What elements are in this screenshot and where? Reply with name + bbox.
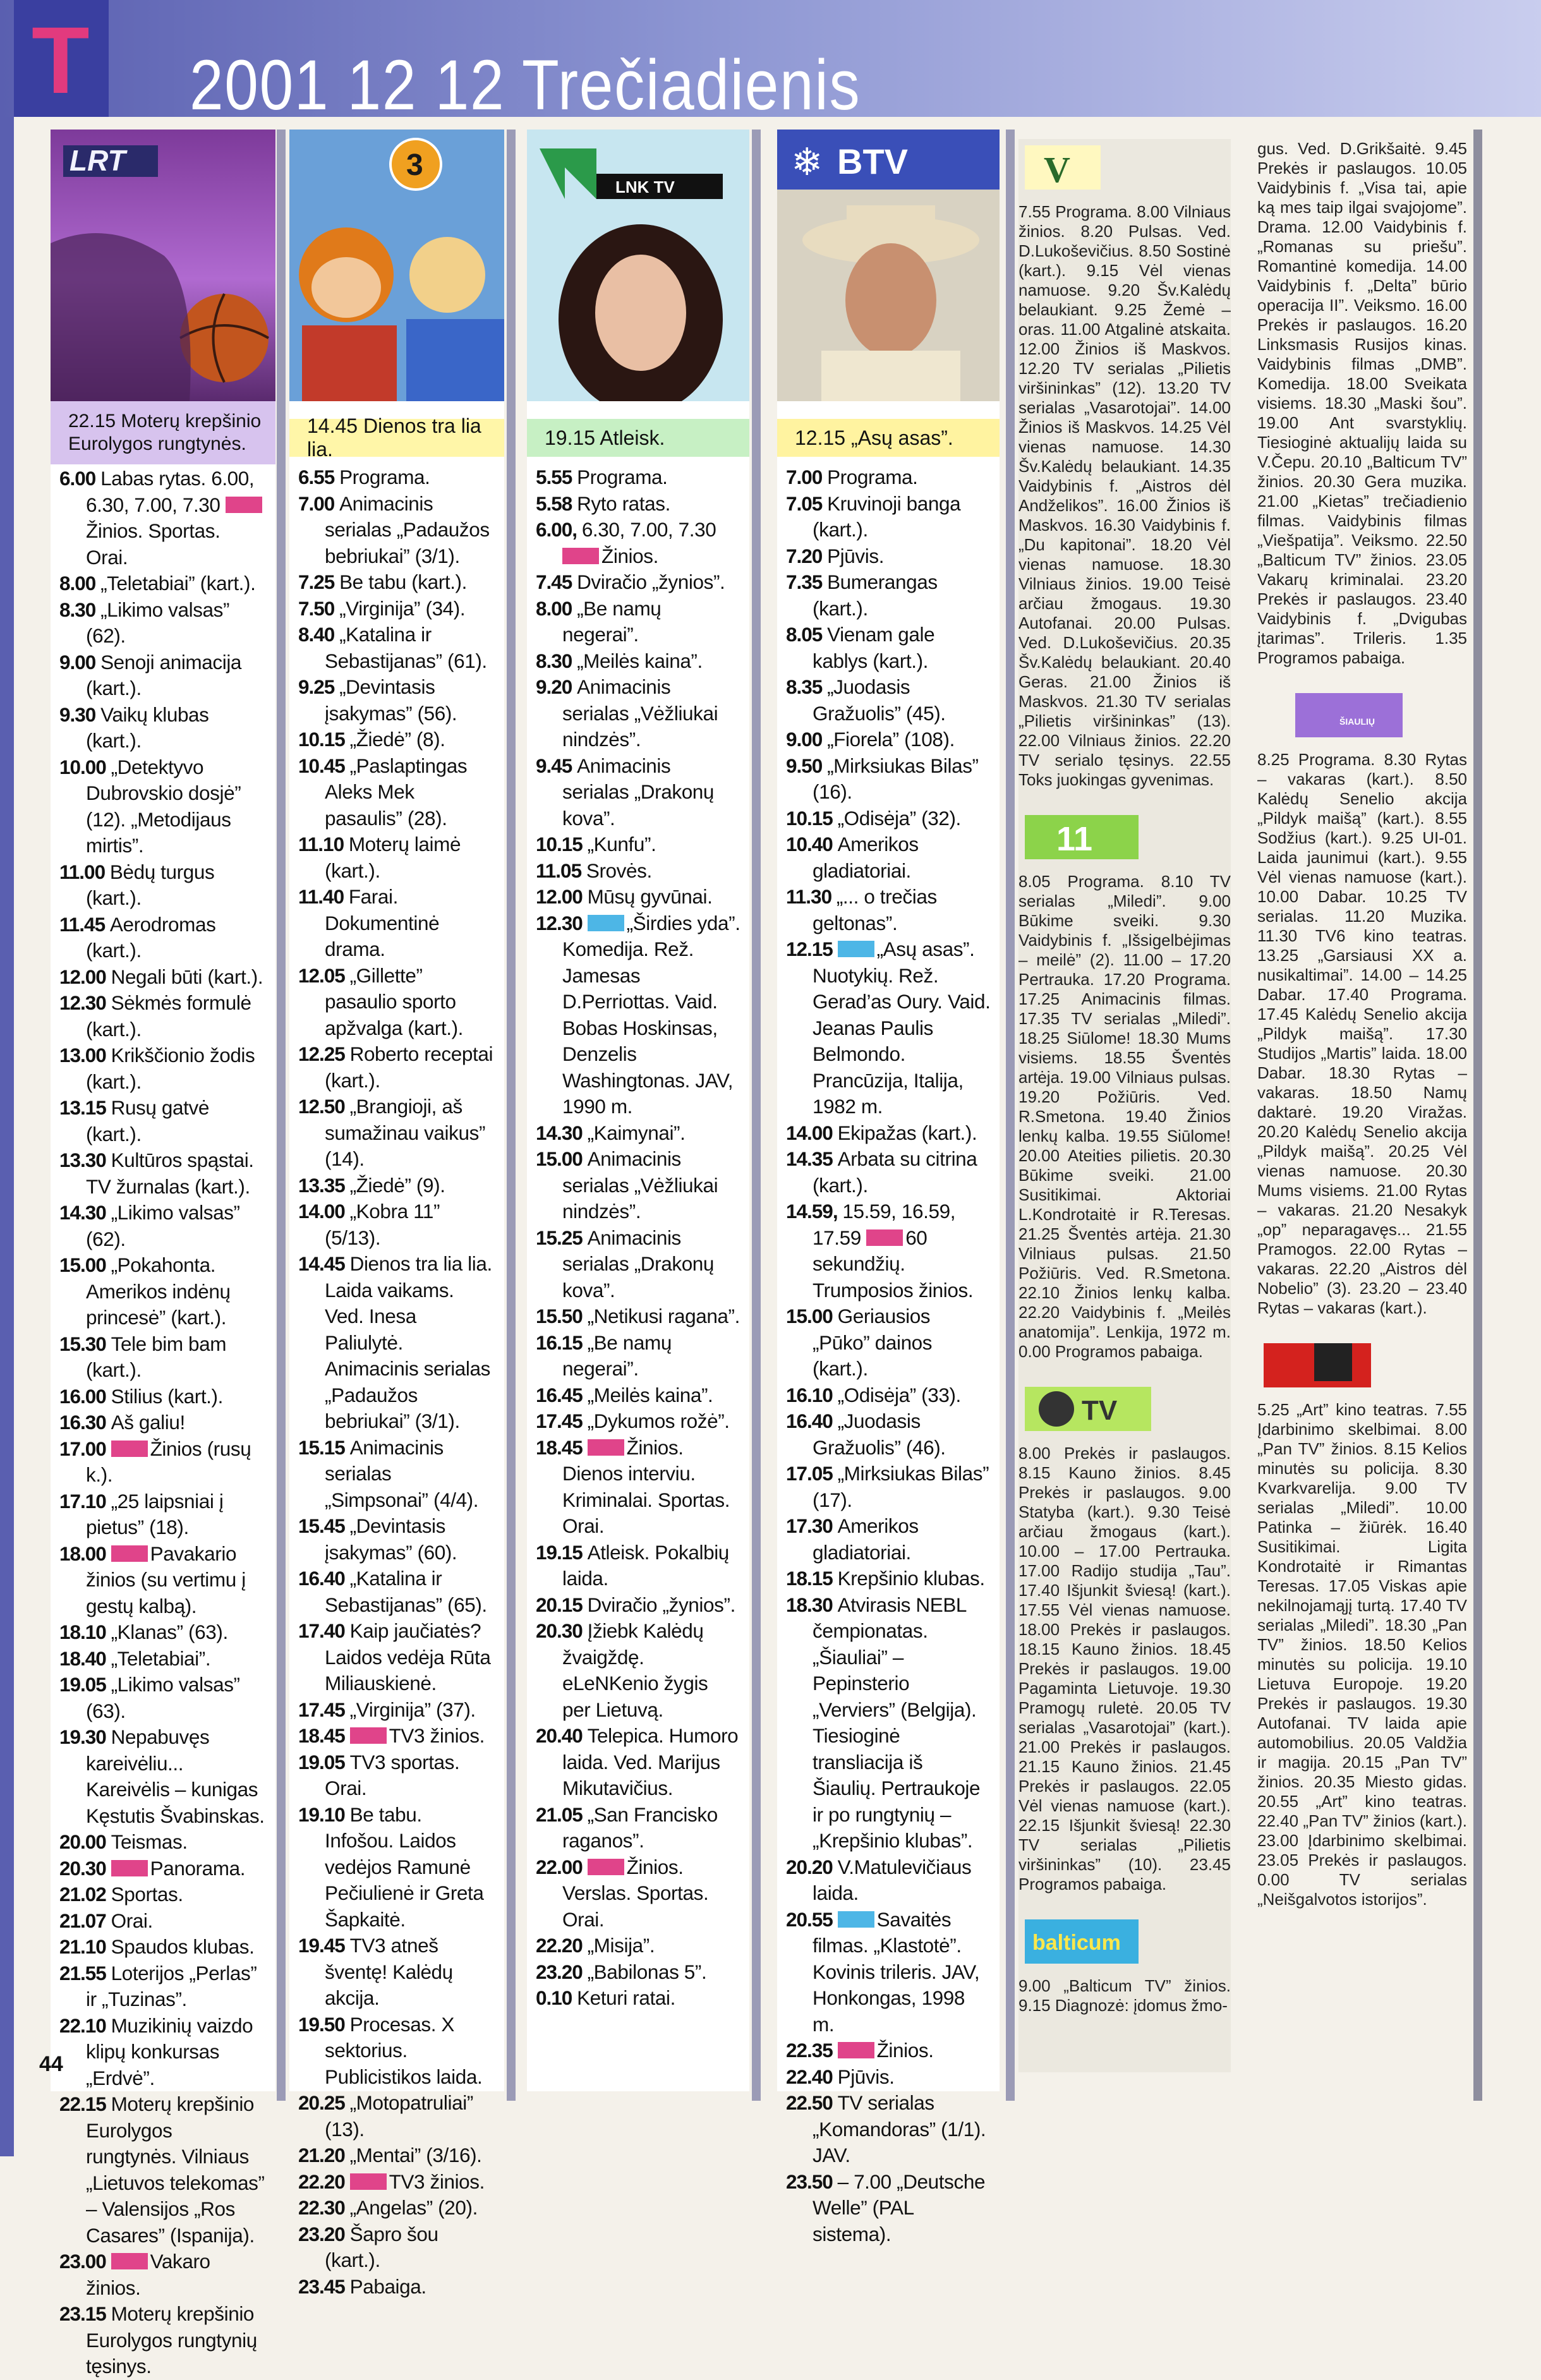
schedule-item: 10.45 „Paslaptingas Aleks Mek pasaulis” (28). [298, 754, 468, 830]
page-header [0, 0, 1541, 124]
schedule-item: 18.40 „Teletabiai”. [59, 1646, 211, 1670]
news-icon [111, 1545, 148, 1562]
schedule-item: 23.45 Pabaiga. [298, 2274, 426, 2298]
lnk-logo-image [527, 130, 749, 401]
schedule-item: 23.20 Šapro šou (kart.). [298, 2222, 438, 2271]
schedule-item: 14.45 Dienos tra lia lia. Laida vaikams. Ved. Inesa Paliulytė. Animacinis serialas „Padaužos bebriukai” (3/1). [298, 1252, 492, 1432]
schedule-item: 22.30 „Angelas” (20). [298, 2196, 478, 2219]
schedule-item: 19.45 TV3 atneš šventę! Kalėdų akcija. [298, 1934, 453, 2009]
news-icon [588, 1439, 624, 1456]
schedule-item: 12.30 „Širdies yda”. Komedija. Rež. Jamesas D.Perriottas. Vaid. Bobas Hoskinsas, Denzelis Washingtonas. JAV, 1990 m. [536, 911, 740, 1118]
puppet-icon [289, 130, 504, 401]
schedule-item: 22.10 Muzikinių vaizdo klipų konkursas „Erdvė”. [59, 2014, 253, 2089]
btv-schedule [777, 464, 1000, 2247]
schedule-item: 18.15 Krepšinio klubas. [786, 1567, 985, 1590]
schedule-item: 16.45 „Meilės kaina”. [536, 1383, 713, 1406]
schedule-item: 22.40 Pjūvis. [786, 2065, 895, 2088]
regional-column-2 [1257, 139, 1467, 2072]
schedule-item: 19.50 Procesas. X sektorius. Publicistikos laida. [298, 2012, 483, 2088]
schedule-item: 21.07 Orai. [59, 1909, 153, 1932]
schedule-item: 12.25 Roberto receptai (kart.). [298, 1042, 493, 1092]
schedule-item: 14.59, 15.59, 16.59, 17.59 60 sekundžių. Trumposios žinios. [786, 1200, 974, 1302]
page-title: 2001 12 12 Trečiadienis [190, 45, 861, 124]
schedule-item: 20.25 „Motopatruliai” (13). [298, 2091, 473, 2141]
schedule-item: 8.05 Vienam gale kablys (kart.). [786, 623, 935, 672]
schedule-item: 7.05 Kruvinoji banga (kart.). [786, 492, 961, 541]
schedule-item: 12.00 Mūsų gyvūnai. [536, 885, 713, 908]
schedule-item: 14.00 Ekipažas (kart.). [786, 1121, 977, 1144]
schedule-item: 20.40 Telepica. Humoro laida. Ved. Marijus Mikutavičius. [536, 1724, 739, 1799]
schedule-item: 7.20 Pjūvis. [786, 544, 885, 567]
schedule-item: 20.20 V.Matulevičiaus laida. [786, 1855, 972, 1904]
schedule-item: 22.50 TV serialas „Komandoras” (1/1). JAV. [786, 2091, 986, 2166]
svg-text:11: 11 [1056, 820, 1093, 858]
divider [277, 130, 286, 2101]
schedule-item: 11.10 Moterų laimė (kart.). [298, 833, 461, 882]
pantv-schedule: 5.25 „Art” kino teatras. 7.55 Įdarbinimo skelbimai. 8.00 „Pan TV” žinios. 8.15 Kelios minutės su policija. 8.30 Kvarkvarelija. 9.00 TV serialas „Miledi”. 10.00 Patinka – žiūrėk. 16.40 Susitikimai. Ligita Kondrotaitė ir Rimantas Teresas. 17.05 Viskas apie nekilnojamąjį turtą. 17.40 TV serialas „Miledi”. 18.30 „Pan TV” žinios. 18.50 Kelios minutės su policija. 19.10 Lietuva Europoje. 19.20 Prekės ir paslaugos. 19.30 Autofanai. TV laida apie automobilius. 20.05 Valdžia ir magija. 20.15 „Pan TV” žinios. 20.35 Miesto gidas. 20.55 „Art” kino teatras. 22.40 „Pan TV” žinios (kart.). 23.00 Įdarbinimo skelbimai. 23.05 Prekės ir paslaugos. 0.00 TV serialas „Neišgalvotos istorijos”. [1257, 1400, 1467, 1909]
siauliu-tv-schedule: 8.25 Programa. 8.30 Rytas – vakaras (kart.). 8.50 Kalėdų Senelio akcija „Pildyk maišą” (kart.). 8.55 Sodžius (kart.). 9.25 UI-01. Laida jaunimui (kart.). 9.55 Vėl vienas namuose (kart.). 10.00 Dabar. 10.25 TV serialas. 11.20 Muzika. 11.30 TV6 kino teatras. 13.25 „Garsiausi XX a. nusikaltimai”. 14.00 – 14.25 Dabar. 17.40 Programa. 17.45 Kalėdų Senelio akcija „Pildyk maišą”. 17.30 Studijos „Martis” laida. 18.00 Dabar. 18.30 Rytas – vakaras. 18.50 Namų daktarė. 19.20 Viražas. 20.20 Kalėdų Senelio akcija „Pildyk maišą”. 20.25 Vėl vienas namuose. 20.30 Mums visiems. 21.00 Rytas – vakaras. 21.20 Nesakyk „op” neparagavęs... 21.55 Pramogos. 22.00 Rytas – vakaras. 22.20 „Aistros dėl Nobelio” (3). 23.20 – 23.40 Rytas – vakaras (kart.). [1257, 750, 1467, 1317]
schedule-item: 15.50 „Netikusi ragana”. [536, 1305, 740, 1327]
schedule-item: 9.45 Animacinis serialas „Drakonų kova”. [536, 754, 715, 830]
schedule-item: 21.10 Spaudos klubas. [59, 1935, 255, 1958]
lrt-highlight: 22.15 Moterų krepšinio Eurolygos rungtynės. [51, 401, 275, 464]
schedule-item: 15.15 Animacinis serialas „Simpsonai” (4/4). [298, 1435, 479, 1511]
lrt-logo-image [51, 130, 275, 401]
film-icon [588, 915, 624, 931]
schedule-item: 13.00 Krikščionio žodis (kart.). [59, 1044, 255, 1093]
schedule-item: 17.45 „Dykumos rožė”. [536, 1410, 730, 1432]
schedule-item: 23.15 Moterų krepšinio Eurolygos rungtynių tęsinys. [59, 2302, 257, 2377]
btv-logo-image [777, 130, 1000, 401]
svg-text:balticum: balticum [1032, 1931, 1121, 1955]
news-icon [111, 2253, 148, 2269]
schedule-item: 11.45 Aerodromas (kart.). [59, 912, 216, 962]
schedule-item: 7.45 Dviračio „žynios”. [536, 571, 725, 593]
schedule-item: 13.15 Rusų gatvė (kart.). [59, 1096, 209, 1145]
schedule-item: 14.00 „Kobra 11” (5/13). [298, 1200, 440, 1249]
schedule-item: 19.30 Nepabuvęs kareivėliu... Kareivėlis – kunigas Kęstutis Švabinskas. [59, 1725, 265, 1827]
news-icon [838, 2042, 874, 2058]
schedule-item: 16.00 Stilius (kart.). [59, 1384, 223, 1408]
schedule-item: 23.00 Vakaro žinios. [59, 2250, 210, 2299]
schedule-item: 20.15 Dviračio „žynios”. [536, 1593, 735, 1616]
schedule-item: 16.40 „Katalina ir Sebastijanas” (65). [298, 1567, 487, 1616]
schedule-item: 19.10 Be tabu. Infošou. Laidos vedėjos Ramunė Pečiulienė ir Greta Šapkaitė. [298, 1803, 484, 1931]
schedule-item: 16.15 „Be namų negerai”. [536, 1331, 672, 1380]
divider [507, 130, 516, 2101]
schedule-item: 12.00 Negali būti (kart.). [59, 965, 263, 988]
schedule-item: 20.00 Teismas. [59, 1830, 188, 1853]
svg-text:V: V [1044, 149, 1070, 190]
balticum-logo [1018, 1913, 1231, 1970]
news-icon [562, 548, 599, 564]
schedule-item: 6.55 Programa. [298, 466, 430, 488]
tv11-logo [1018, 809, 1231, 866]
vilniaus-tv-logo [1018, 139, 1231, 196]
lrt-schedule [51, 466, 275, 2380]
vilniaus-tv-schedule: 7.55 Programa. 8.00 Vilniaus žinios. 8.20 Pulsas. Ved. D.Lukoševičius. 8.50 Sostinė (kart.). 9.15 Vėl vienas namuose. 9.20 Šv.Kalėdų belaukiant. 9.25 Žemė – oras. 11.00 Atgalinė atskaita. 12.00 Žinios iš Maskvos. 12.20 TV serialas „Pilietis viršininkas” (12). 13.20 TV serialas „Vasarotojai”. 14.00 Žinios iš Maskvos. 14.25 Vėl vienas namuose. 14.30 Šv.Kalėdų belaukiant. 14.35 Vaidybinis f. „Aistros dėl Andželikos”. 16.00 Žinios iš Maskvos. 16.30 Vaidybinis f. „Du kapitonai”. 18.20 Vėl vienas namuose. 18.30 Vilniaus žinios. 19.00 Teisė arčiau žmogaus. 19.30 Autofanai. 20.00 Pulsas. Ved. D.Lukoševičius. 20.35 Šv.Kalėdų belaukiant. 20.40 Geras. 21.00 Žinios iš Maskvos. 21.30 TV serialas „Pilietis viršininkas” (13). 22.00 Vilniaus žinios. 22.20 TV serialo tęsinys. 22.55 Toks juokingas gyvenimas. [1018, 202, 1231, 789]
news-icon [588, 1859, 624, 1875]
schedule-item: 11.00 Bėdų turgus (kart.). [59, 860, 215, 909]
schedule-item: 23.50 – 7.00 „Deutsche Welle” (PAL sistema). [786, 2170, 986, 2245]
tv3-logo-image [289, 130, 504, 401]
news-icon [866, 1229, 903, 1246]
schedule-item: 17.10 „25 laipsniai į pietus” (18). [59, 1489, 224, 1538]
lnk-portrait-icon [527, 130, 749, 401]
svg-text:ŠIAULIŲ: ŠIAULIŲ [1339, 716, 1375, 727]
tv3-schedule [289, 464, 504, 2300]
pantv-icon [1257, 1337, 1467, 1394]
siauliu-tv-logo [1257, 687, 1467, 744]
film-icon [838, 941, 874, 957]
snowflake-icon: ❄ [791, 140, 823, 184]
schedule-item: 7.00 Programa. [786, 466, 918, 488]
channel-column-lrt [51, 130, 275, 2377]
channel-column-lnk [527, 130, 749, 2091]
divider [1006, 130, 1015, 2101]
schedule-item: 8.00 „Be namų negerai”. [536, 596, 662, 646]
schedule-item: 6.00 Labas rytas. 6.00, 6.30, 7.00, 7.30 Žinios. Sportas. Orai. [59, 466, 267, 571]
schedule-item: 15.00 „Pokahonta. Amerikos indėnų princesė” (kart.). [59, 1253, 231, 1329]
tv3-logo-text: 3 [406, 148, 423, 182]
channel-column-btv [777, 130, 1000, 2245]
schedule-item: 13.35 „Žiedė” (9). [298, 1173, 445, 1197]
schedule-item: 0.10 Keturi ratai. [536, 1986, 675, 2009]
schedule-item: 18.45 TV3 žinios. [298, 1724, 485, 1747]
schedule-item: 13.30 Kultūros spąstai. TV žurnalas (kart.). [59, 1149, 254, 1198]
btv-highlight: 12.15 „Asų asas”. [777, 419, 1000, 457]
schedule-item: 9.30 Vaikų klubas (kart.). [59, 703, 209, 752]
tv11-schedule: 8.05 Programa. 8.10 TV serialas „Miledi”. 9.00 Būkime sveiki. 9.30 Vaidybinis f. „Išsigelbėjimas – meilė” (2). 11.00 – 17.20 Pertrauka. 17.20 Programa. 17.25 Animacinis filmas. 17.35 TV serialas „Miledi”. 18.25 Siūlome! 18.30 Mums visiems. 18.55 Šventės artėja. 19.00 Vilniaus pulsas. 19.20 Požiūris. Ved. R.Smetona. 19.40 Žinios lenkų kalba. 19.55 Siūlome! 20.00 Ateities pilietis. 20.30 Būkime sveiki. 21.00 Susitikimai. Aktoriai L.Kondrotaitė ir R.Teresas. 21.25 Šventės artėja. 21.30 Vilniaus pulsas. 21.50 Požiūris. Ved. R.Smetona. 22.10 Žinios lenkų kalba. 22.20 Vaidybinis f. „Meilės anatomija”. Lenkija, 1972 m. 0.00 Programos pabaiga. [1018, 872, 1231, 1361]
btv-logo-text: BTV [837, 142, 908, 181]
lnk-logo-text: LNK TV [615, 178, 675, 196]
channel-column-tv3 [289, 130, 504, 2298]
schedule-item: 21.05 „San Francisko raganos”. [536, 1803, 718, 1852]
schedule-item: 7.35 Bumerangas (kart.). [786, 571, 938, 620]
divider [752, 130, 761, 2101]
schedule-item: 9.20 Animacinis serialas „Vėžliukai nindzės”. [536, 675, 718, 751]
lnk-schedule [527, 464, 749, 2012]
schedule-item: 17.05 „Mirksiukas Bilas” (17). [786, 1462, 989, 1511]
artv-icon [1018, 1380, 1231, 1437]
schedule-item: 12.50 „Brangioji, aš sumažinau vaikus” (14). [298, 1095, 486, 1170]
schedule-item: 20.30 Panorama. [59, 1856, 246, 1880]
schedule-item: 11.05 Srovės. [536, 859, 652, 882]
schedule-item: 7.00 Animacinis serialas „Padaužos bebriukai” (3/1). [298, 492, 490, 567]
schedule-item: 21.55 Loterijos „Perlas” ir „Tuzinas”. [59, 1961, 257, 2010]
schedule-item: 8.35 „Juodasis Gražuolis” (45). [786, 675, 946, 725]
schedule-item: 5.58 Ryto ratas. [536, 492, 670, 515]
schedule-item: 14.30 „Likimo valsas” (62). [59, 1201, 240, 1250]
schedule-item: 10.15 „Odisėja” (32). [786, 806, 961, 830]
schedule-item: 21.02 Sportas. [59, 1883, 183, 1906]
schedule-item: 17.45 „Virginija” (37). [298, 1698, 476, 1721]
schedule-item: 16.40 „Juodasis Gražuolis” (46). [786, 1410, 946, 1459]
schedule-item: 20.30 Įžiebk Kalėdų žvaigždę. eLeNKenio žygis per Lietuvą. [536, 1619, 708, 1721]
schedule-item: 19.15 Atleisk. Pokalbių laida. [536, 1540, 729, 1590]
schedule-item: 9.25 „Devintasis įsakymas” (56). [298, 675, 457, 725]
schedule-item: 22.00 Žinios. Verslas. Sportas. Orai. [536, 1855, 709, 1931]
schedule-item: 14.35 Arbata su citrina (kart.). [786, 1147, 977, 1197]
schedule-item: 8.40 „Katalina ir Sebastijanas” (61). [298, 623, 487, 672]
schedule-item: 6.00, 6.30, 7.00, 7.30 Žinios. [536, 518, 716, 567]
artv-schedule: 8.00 Prekės ir paslaugos. 8.15 Kauno žinios. 8.45 Prekės ir paslaugos. 9.00 Statyba (kart.). 9.30 Teisė arčiau žmogaus (kart.). 10.00 – 17.00 Pertrauka. 17.00 Radijo studija „Tau”. 17.40 Išjunkit šviesą! (kart.). 17.55 Vėl vienas namuose. 18.00 Prekės ir paslaugos. 18.15 Kauno žinios. 18.45 Prekės ir paslaugos. 19.00 Pagamintа Lietuvoje. 19.30 Pramogų ruletė. 20.05 TV serialas „Vasarotojai” (kart.). 21.00 Prekės ir paslaugos. 21.15 Kauno žinios. 21.45 Prekės ir paslaugos. 22.05 Vėl vienas namuose (kart.). 22.15 Išjunkit šviesą! 22.30 TV serialas „Pilietis viršininkas” (10). 23.45 Programos pabaiga. [1018, 1444, 1231, 1894]
schedule-item: 18.00 Pavakario žinios (su vertimu į gestų kalbą). [59, 1542, 246, 1617]
schedule-item: 8.30 „Meilės kaina”. [536, 649, 703, 672]
balticum-icon [1018, 1913, 1231, 1970]
schedule-item: 9.50 „Mirksiukas Bilas” (16). [786, 754, 979, 803]
schedule-item: 12.15 „Asų asas”. Nuotykių. Rež. Gerad’as Oury. Vaid. Jeanas Paulis Belmondo. Prancūzija, Italija, 1982 m. [786, 938, 991, 1118]
schedule-item: 10.40 Amerikos gladiatoriai. [786, 833, 919, 882]
news-icon [350, 2173, 387, 2190]
schedule-item: 15.45 „Devintasis įsakymas” (60). [298, 1514, 457, 1564]
schedule-item: 15.00 Animacinis serialas „Vėžliukai nindzės”. [536, 1147, 718, 1223]
schedule-item: 22.20 „Misija”. [536, 1934, 655, 1957]
schedule-item: 17.30 Amerikos gladiatoriai. [786, 1514, 919, 1564]
divider [1473, 130, 1482, 2101]
lnk-highlight: 19.15 Atleisk. [527, 419, 749, 457]
left-color-bar [0, 117, 14, 2156]
schedule-item: 19.05 „Likimo valsas” (63). [59, 1673, 240, 1722]
film-icon [838, 1911, 874, 1928]
schedule-item: 10.15 „Kunfu”. [536, 833, 656, 855]
schedule-item: 10.15 „Žiedė” (8). [298, 728, 445, 751]
tv11-icon [1018, 809, 1231, 866]
schedule-item: 14.30 „Kaimynai”. [536, 1121, 686, 1144]
schedule-item: 11.40 Farai. Dokumentinė drama. [298, 885, 440, 960]
schedule-item: 15.00 Geriausios „Pūko” dainos (kart.). [786, 1305, 933, 1380]
schedule-item: 15.30 Tele bim bam (kart.). [59, 1332, 227, 1381]
schedule-item: 22.15 Moterų krepšinio Eurolygos rungtynės. Vilniaus „Lietuvos telekomas” – Valensijos „Ros Casares” (Ispanija). [59, 2093, 265, 2247]
tv3-highlight: 14.45 Dienos tra lia lia. [289, 419, 504, 457]
page-number: 44 [39, 2052, 63, 2076]
schedule-item: 9.00 Senoji animacija (kart.). [59, 650, 242, 699]
schedule-item: 12.30 Sėkmės formulė (kart.). [59, 991, 251, 1041]
pantv-logo [1257, 1337, 1467, 1394]
balticum-schedule: 9.00 „Balticum TV” žinios. 9.15 Diagnozė: įdomus žmo- [1018, 1976, 1231, 2015]
section-letter: T [32, 7, 90, 113]
artv-logo [1018, 1380, 1231, 1437]
regional-column-1 [1018, 139, 1231, 2072]
schedule-item: 20.55 Savaitės filmas. „Klastotė”. Kovinis trileris. JAV, Honkongas, 1998 m. [786, 1907, 980, 2036]
schedule-item: 21.20 „Mentai” (3/16). [298, 2144, 482, 2166]
siauliu-tv-icon [1257, 687, 1467, 744]
schedule-item: 15.25 Animacinis serialas „Drakonų kova”. [536, 1226, 715, 1302]
news-icon [111, 1441, 148, 1457]
balticum-schedule-cont: gus. Ved. D.Grikšaitė. 9.45 Prekės ir paslaugos. 10.05 Vaidybinis f. „Visa tai, apie ką mes taip ilgai svajojome”. Drama. 12.00 Vaidybinis f. „Romanas su priešu”. Romantinė komedija. 14.00 Vaidybinis f. „Delta” būrio operacija II”. Veiksmo. 16.00 Prekės ir paslaugos. 16.20 Linksmasis Rusijos kinas. Vaidybinis filmas „DMB”. Komedija. 18.00 Sveikata visiems. 18.30 „Maski šou”. 19.00 Ant svarstyklių. Tiesioginė aktualijų laida su V.Čepu. 20.10 „Balticum TV” žinios. 20.30 Gera muzika. 21.00 „Kietas” trečiadienio filmas. Vaidybinis filmas „Viešpatija”. Veiksmo. 22.50 „Balticum TV” žinios. 23.05 Vakarų kriminalai. 23.20 Prekės ir paslaugos. 23.40 Vaidybinis f. „Dvigubas įtarimas”. Trileris. 1.35 Programos pabaiga. [1257, 139, 1467, 667]
schedule-item: 22.20 TV3 žinios. [298, 2170, 485, 2193]
section-badge [14, 0, 109, 117]
basketball-icon [51, 130, 275, 401]
schedule-item: 10.00 „Detektyvo Dubrovskio dosjė” (12). „Metodijaus mirtis”. [59, 755, 241, 857]
schedule-item: 18.10 „Klanas” (63). [59, 1621, 228, 1643]
schedule-item: 9.00 „Fiorela” (108). [786, 728, 955, 751]
schedule-item: 8.30 „Likimo valsas” (62). [59, 598, 230, 647]
schedule-item: 19.05 TV3 sportas. Orai. [298, 1750, 460, 1799]
lrt-logo-text: LRT [69, 144, 126, 177]
news-icon [226, 497, 262, 513]
schedule-item: 16.10 „Odisėja” (33). [786, 1383, 961, 1406]
btv-portrait-icon [777, 130, 1000, 401]
schedule-item: 11.30 „... o trečias geltonas”. [786, 885, 937, 934]
schedule-item: 17.00 Žinios (rusų k.). [59, 1437, 251, 1486]
schedule-item: 12.05 „Gillette” pasaulio sporto apžvalga (kart.). [298, 963, 464, 1039]
schedule-item: 8.00 „Teletabiai” (kart.). [59, 572, 256, 595]
schedule-item: 18.45 Žinios. Dienos interviu. Kriminalai. Sportas. Orai. [536, 1435, 730, 1537]
svg-text:TV: TV [1082, 1395, 1118, 1426]
schedule-item: 23.20 „Babilonas 5”. [536, 1960, 707, 1983]
schedule-item: 17.40 Kaip jaučiatės? Laidos vedėja Rūta Miliauskienė. [298, 1619, 491, 1694]
schedule-item: 18.30 Atvirasis NEBL čempionatas. „Šiauliai” – Pepinsterio „Verviers” (Belgija). Tiesioginė transliacija iš Šiaulių. Pertraukoje ir po rungtynių – „Krepšinio klubas”. [786, 1593, 981, 1852]
schedule-item: 22.35 Žinios. [786, 2039, 934, 2062]
vilniaus-tv-icon [1018, 139, 1231, 196]
schedule-item: 5.55 Programa. [536, 466, 668, 488]
schedule-item: 7.25 Be tabu (kart.). [298, 571, 467, 593]
news-icon [350, 1727, 387, 1744]
news-icon [111, 1860, 148, 1876]
schedule-item: 16.30 Aš galiu! [59, 1411, 185, 1434]
schedule-item: 7.50 „Virginija” (34). [298, 596, 466, 620]
